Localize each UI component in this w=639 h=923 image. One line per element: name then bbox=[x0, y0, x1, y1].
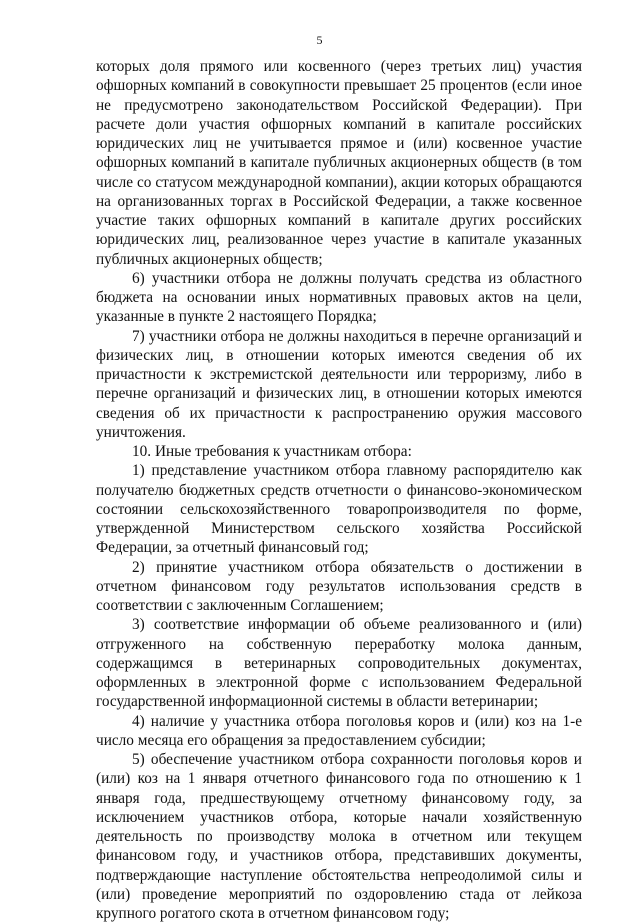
paragraph-offshore-participation: которых доля прямого или косвенного (через третьих лиц) участия офшорных компаний в совокупности превышает 25 процентов (если иное не предусмотрено законодательством Российской Федерации). При расчете доли участия офшорных компаний в капитале российских юридических лиц не учитывается прямое и (или) косвенное участие офшорных компаний в капитале публичных акционерных обществ (в том числе со статусом международной компании), акции которых обращаются на организованных торгах в Российской Федерации, а также косвенное участие таких офшорных компаний в капитале других российских юридических лиц, реализованное через участие в капитале указанных публичных акционерных обществ; bbox=[96, 58, 582, 268]
paragraph-item-7: 7) участники отбора не должны находиться в перечне организаций и физических лиц, в отношении которых имеются сведения об их причастности к экстремистской деятельности или терроризму, либо в перечне организаций и физических лиц, в отношении которых имеются сведения об их причастности к распространению оружия массового уничтожения. bbox=[96, 327, 582, 441]
paragraph-requirement-4: 4) наличие у участника отбора поголовья коров и (или) коз на 1-е число месяца его обращения за предоставлением субсидии; bbox=[96, 712, 582, 749]
document-body bbox=[96, 57, 582, 923]
paragraph-requirement-5: 5) обеспечение участником отбора сохранности поголовья коров и (или) коз на 1 января отчетного финансового года по отношению к 1 января года, предшествующему отчетному финансовому году, за исключением участников отбора, которые начали хозяйственную деятельность по производству молока в отчетном или текущем финансовом году, и участников отбора, представивших документы, подтверждающие наступление обстоятельства непреодолимой силы и (или) проведение мероприятий по оздоровлению стада от лейкоза крупного рогатого скота в отчетном финансовом году; bbox=[96, 751, 582, 922]
paragraph-requirement-1: 1) представление участником отбора главному распорядителю как получателю бюджетных средств отчетности о финансово-экономическом состоянии сельскохозяйственного товаропроизводителя по форме, утвержденной Министерством сельского хозяйства Российской Федерации, за отчетный финансовый год; bbox=[96, 462, 582, 557]
paragraph-requirement-2: 2) принятие участником отбора обязательств о достижении в отчетном финансовом году результатов использования средств в соответствии с заключенным Соглашением; bbox=[96, 558, 582, 614]
paragraph-item-6: 6) участники отбора не должны получать средства из областного бюджета на основании иных нормативных правовых актов на цели, указанные в пункте 2 настоящего Порядка; bbox=[96, 269, 582, 326]
section-heading-10: 10. Иные требования к участникам отбора: bbox=[132, 443, 412, 460]
page-number: 5 bbox=[316, 33, 323, 47]
paragraph-requirement-3: 3) соответствие информации об объеме реализованного и (или) отгруженного на собственную переработку молока данным, содержащимся в ветеринарных сопроводительных документах, оформленных в электронной форме с использованием Федеральной государственной информационной системы в области ветеринарии; bbox=[96, 616, 582, 711]
